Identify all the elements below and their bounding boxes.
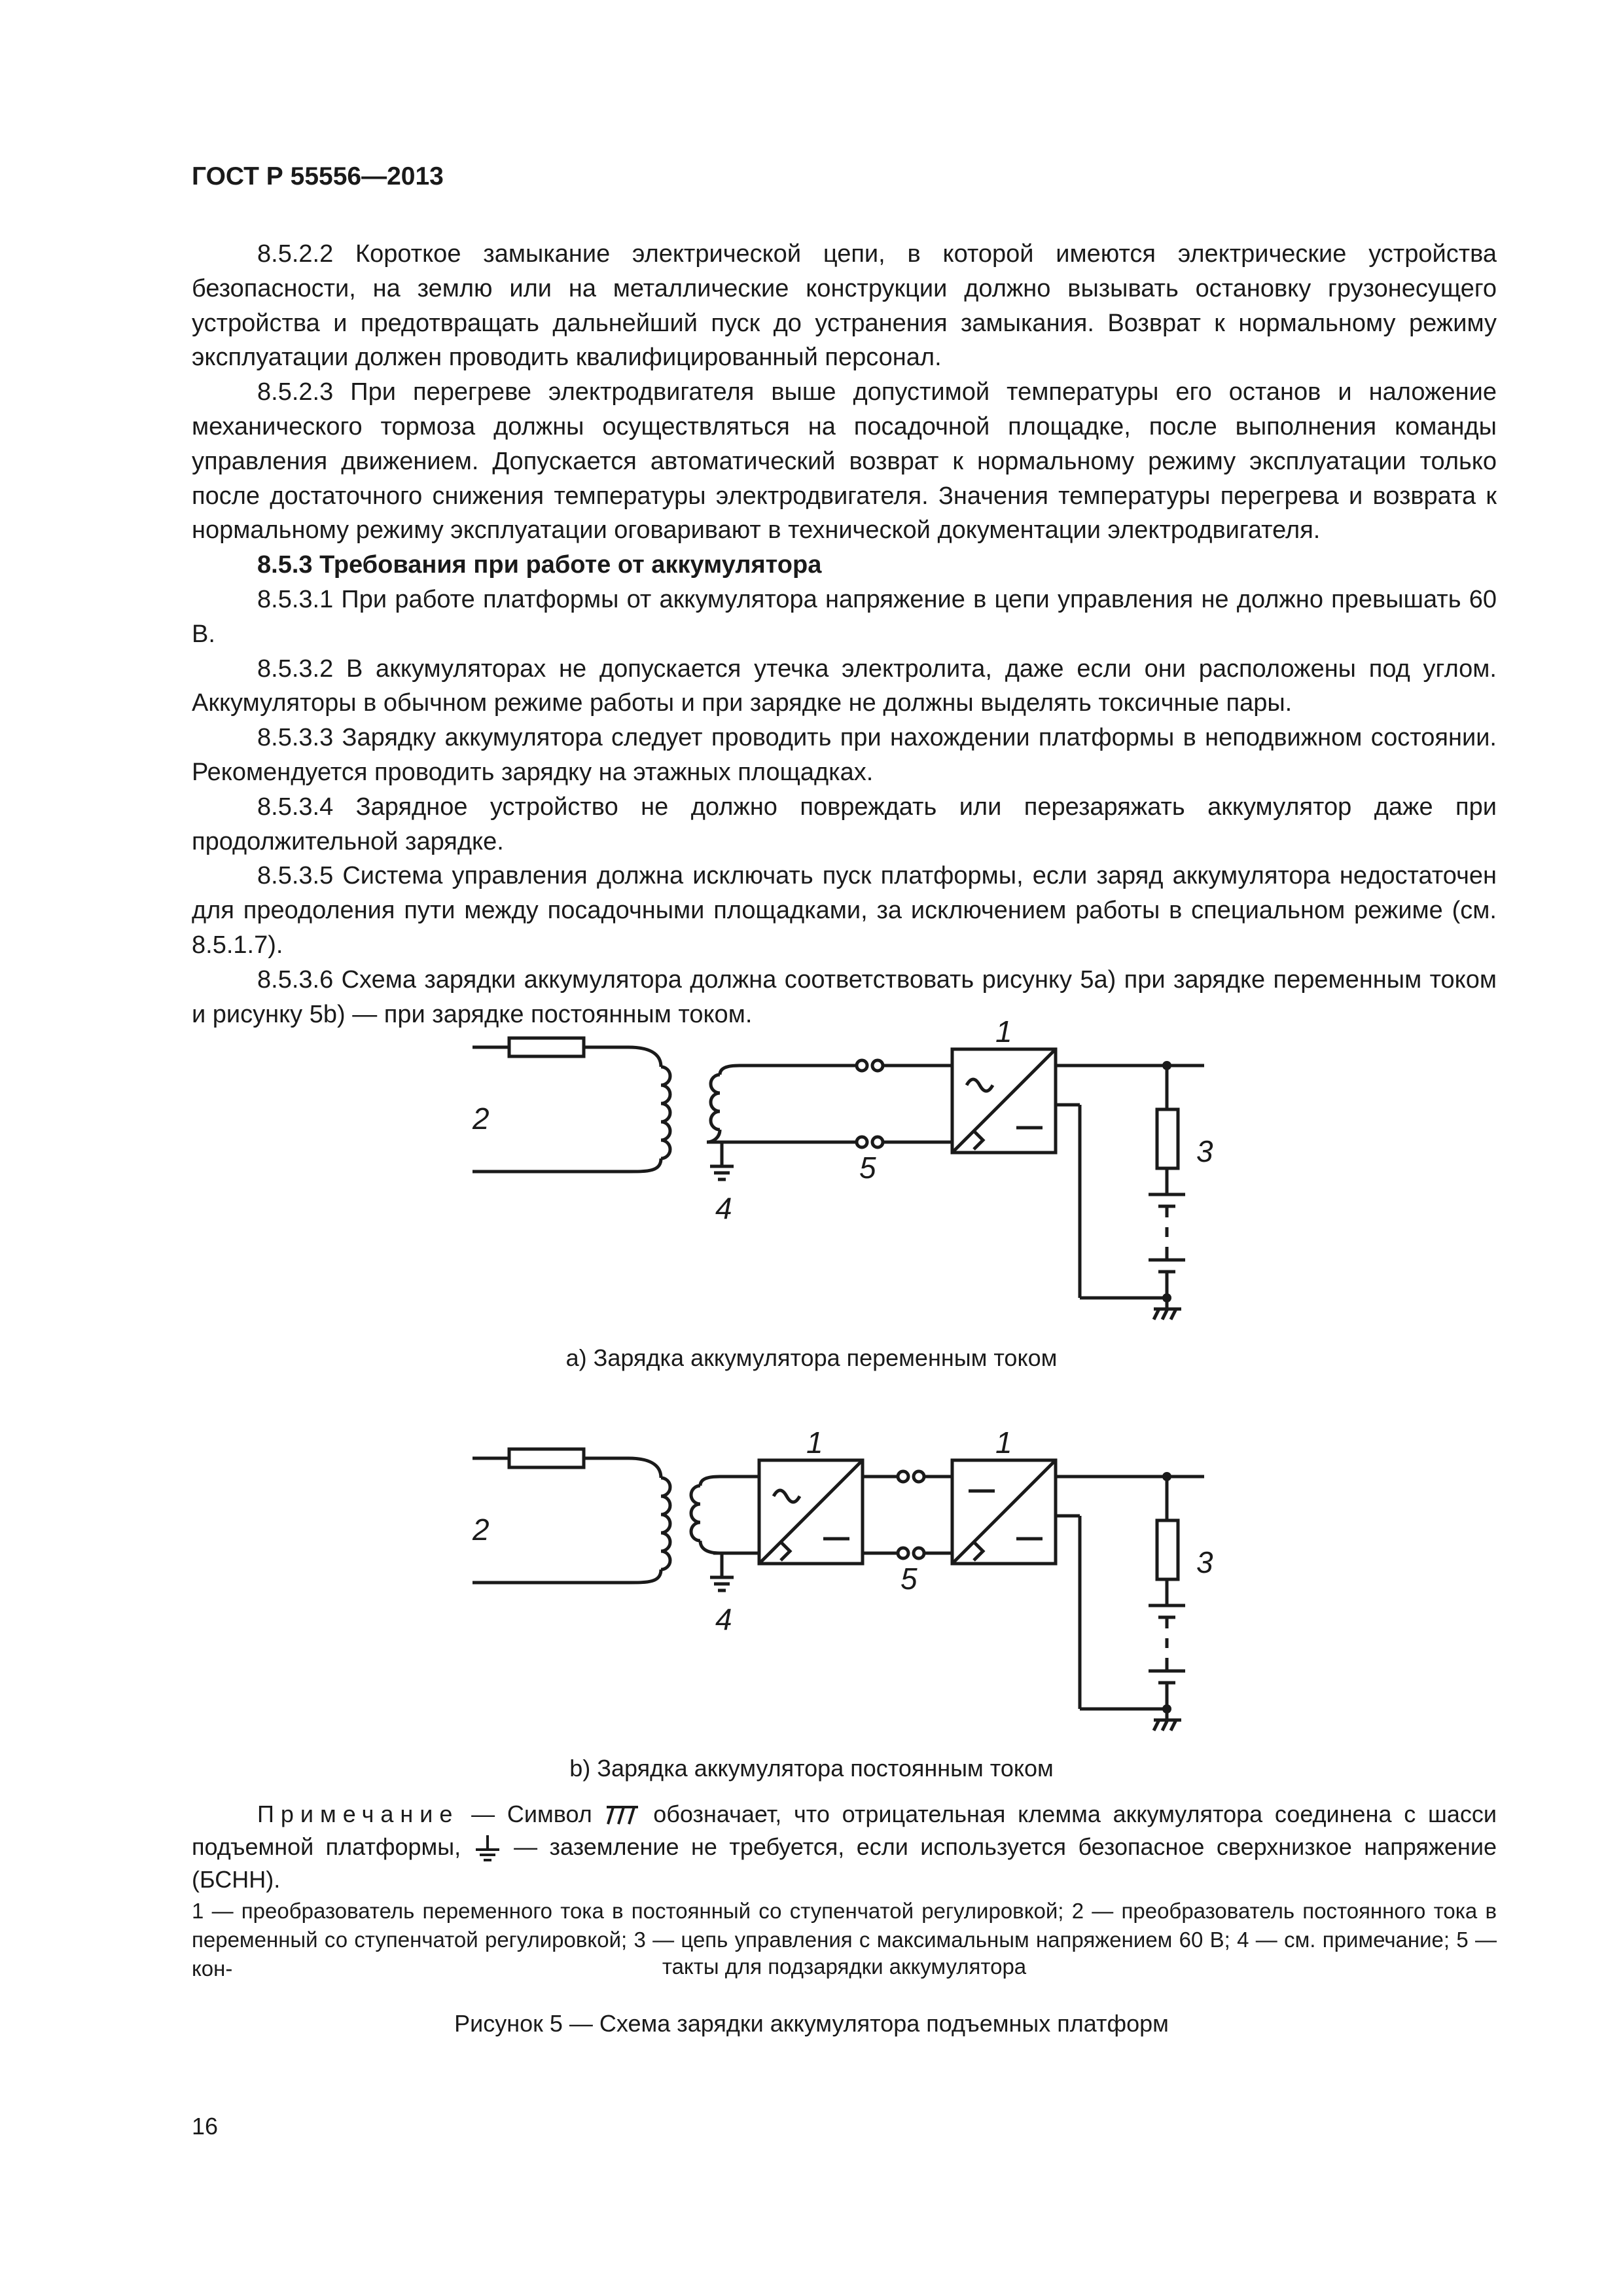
note-part3: — заземление не требуется, если используется безопасное сверхнизкое напряжение (БСНН). [192,1833,1497,1893]
note-part1: — Символ [459,1801,605,1827]
label-5: 5 [859,1151,876,1185]
page-number: 16 [192,2113,219,2140]
label-2: 2 [473,1102,490,1136]
figure-a-caption: а) Зарядка аккумулятора переменным током [565,1344,1058,1371]
paragraph-8-5-3-5: 8.5.3.5 Система управления должна исключать пуск платформы, если заряд аккумулятора недостаточен для преодоления пути между посадочными площадками, за исключением работы в специальном режиме (см. 8.5.1.7). [192,862,1497,959]
chassis-symbol-icon [604,1804,641,1827]
label-1-first: 1 [806,1432,823,1460]
note-prefix: Примечание [257,1801,459,1827]
section-heading-8-5-3: 8.5.3 Требования при работе от аккумулятора [257,551,822,579]
figure-a [0,1021,1623,1388]
figure-legend: 1 — преобразователь переменного тока в постоянный со ступенчатой регулировкой; 2 — преобразователь постоянного тока в переменный со ступенчатой регулировкой; 3 — цепь управления с максимальным напряжением 60 В; 4 — см. примечание; 5 — кон- [192,1899,1497,1981]
paragraph-8-5-3-2: 8.5.3.2 В аккумуляторах не допускается утечка электролита, даже если они расположены под углом. Аккумуляторы в обычном режиме работы и при зарядке не должны выделять токсичные пары. [192,655,1497,717]
paragraph-8-5-3-1: 8.5.3.1 При работе платформы от аккумулятора напряжение в цепи управления не должно превышать 60 В. [192,585,1497,648]
paragraph-8-5-3-6: 8.5.3.6 Схема зарядки аккумулятора должна соответствовать рисунку 5а) при зарядке переменным током и рисунку 5b) — при зарядке постоянным током. [192,965,1497,1028]
figure-legend-last-line: такты для подзарядки аккумулятора [662,1954,1027,1979]
label-2: 2 [473,1513,490,1547]
note [192,1798,1497,1896]
circuit-diagram-ac [0,1021,1623,1388]
paragraph-8-5-2-2: 8.5.2.2 Короткое замыкание электрической цепи, в которой имеются электрические устройства безопасности, на землю или на металлические конструкции должно вызывать остановку грузонесущего устройства и предотвращать дальнейший пуск до устранения замыкания. Возврат к нормальному режиму эксплуатации должен проводить квалифицированный персонал. [192,240,1497,372]
label-4: 4 [715,1191,732,1225]
label-3: 3 [1196,1134,1213,1168]
label-5: 5 [901,1562,918,1596]
figure-b [0,1432,1623,1785]
label-1-second: 1 [995,1432,1012,1460]
figure-title: Рисунок 5 — Схема зарядки аккумулятора подъемных платформ [454,2010,1169,2037]
ground-symbol-icon [473,1834,502,1863]
label-4: 4 [715,1602,732,1636]
document-header: ГОСТ Р 55556—2013 [192,162,444,190]
paragraph-8-5-2-3: 8.5.2.3 При перегреве электродвигателя выше допустимой температуры его останов и наложение механического тормоза должны осуществляться на посадочной площадке, после выполнения команды управления движением. Допускается автоматический возврат к нормальному режиму эксплуатации только после достаточного снижения температуры электродвигателя. Значения температуры перегрева и возврата к нормальному режиму эксплуатации оговаривают в технической документации электродвигателя. [192,378,1497,545]
label-3: 3 [1196,1545,1213,1579]
note-part2: обозначает, что отрицательная клемма аккумулятора соединена с шасси подъемной платформы, [192,1801,1497,1860]
circuit-diagram-dc [0,1432,1623,1785]
label-1: 1 [995,1021,1012,1049]
paragraph-8-5-3-4: 8.5.3.4 Зарядное устройство не должно повреждать или перезаряжать аккумулятор даже при продолжительной зарядке. [192,793,1497,855]
body-text [192,237,1497,1031]
figure-b-caption: b) Зарядка аккумулятора постоянным током [569,1755,1054,1782]
paragraph-8-5-3-3: 8.5.3.3 Зарядку аккумулятора следует проводить при нахождении платформы в неподвижном состоянии. Рекомендуется проводить зарядку на этажных площадках. [192,724,1497,786]
